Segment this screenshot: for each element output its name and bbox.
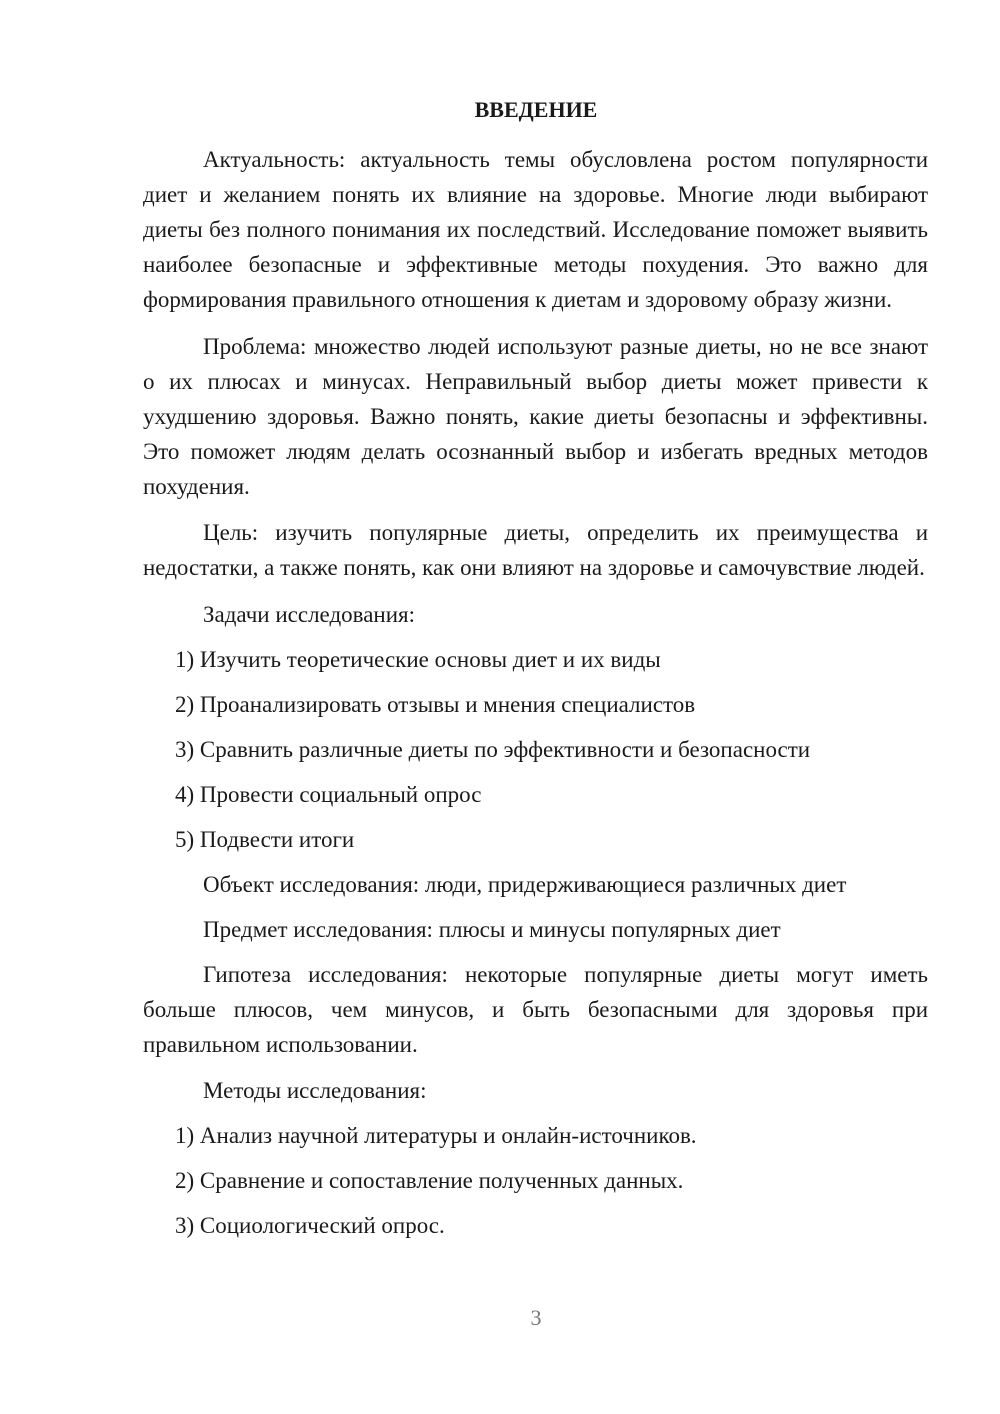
method-item: 1) Анализ научной литературы и онлайн-источников. bbox=[175, 1123, 697, 1148]
method-item: 3) Социологический опрос. bbox=[175, 1213, 445, 1238]
document-body bbox=[143, 142, 928, 1253]
methods-heading: Методы исследования: bbox=[203, 1078, 427, 1103]
task-item: 4) Провести социальный опрос bbox=[175, 781, 482, 807]
task-item: 5) Подвести итоги bbox=[175, 826, 355, 852]
task-item: 1) Изучить теоретические основы диет и их виды bbox=[175, 646, 661, 672]
relevance-paragraph: Актуальность: актуальность темы обусловлена ростом популярности диет и желанием понять их влияние на здоровье. Многие люди выбирают диеты без полного понимания их последствий. Исследование поможет выявить наиболее безопасные и эффективные методы похудения. Это важно для формирования правильного отношения к диетам и здоровому образу жизни. bbox=[143, 147, 928, 312]
page-title: ВВЕДЕНИЕ bbox=[474, 97, 598, 122]
problem-paragraph: Проблема: множество людей используют разные диеты, но не все знают о их плюсах и минусах. Неправильный выбор диеты может привести к ухудшению здоровья. Важно понять, какие диеты безопасны и эффективны. Это поможет людям делать осознанный выбор и избегать вредных методов похудения. bbox=[143, 333, 928, 499]
page-number: 3 bbox=[530, 1305, 542, 1330]
goal-paragraph: Цель: изучить популярные диеты, определить их преимущества и недостатки, а также понять, как они влияют на здоровье и самочувствие людей. bbox=[143, 520, 928, 580]
object-paragraph: Объект исследования: люди, придерживающиеся различных диет bbox=[203, 871, 847, 897]
method-item: 2) Сравнение и сопоставление полученных данных. bbox=[175, 1168, 684, 1193]
tasks-heading: Задачи исследования: bbox=[203, 601, 416, 627]
subject-paragraph: Предмет исследования: плюсы и минусы популярных диет bbox=[203, 916, 781, 942]
task-item: 2) Проанализировать отзывы и мнения специалистов bbox=[175, 691, 696, 717]
task-item: 3) Сравнить различные диеты по эффективности и безопасности bbox=[175, 736, 811, 762]
hypothesis-paragraph: Гипотеза исследования: некоторые популярные диеты могут иметь больше плюсов, чем минусов, и быть безопасными для здоровья при правильном использовании. bbox=[143, 961, 928, 1057]
